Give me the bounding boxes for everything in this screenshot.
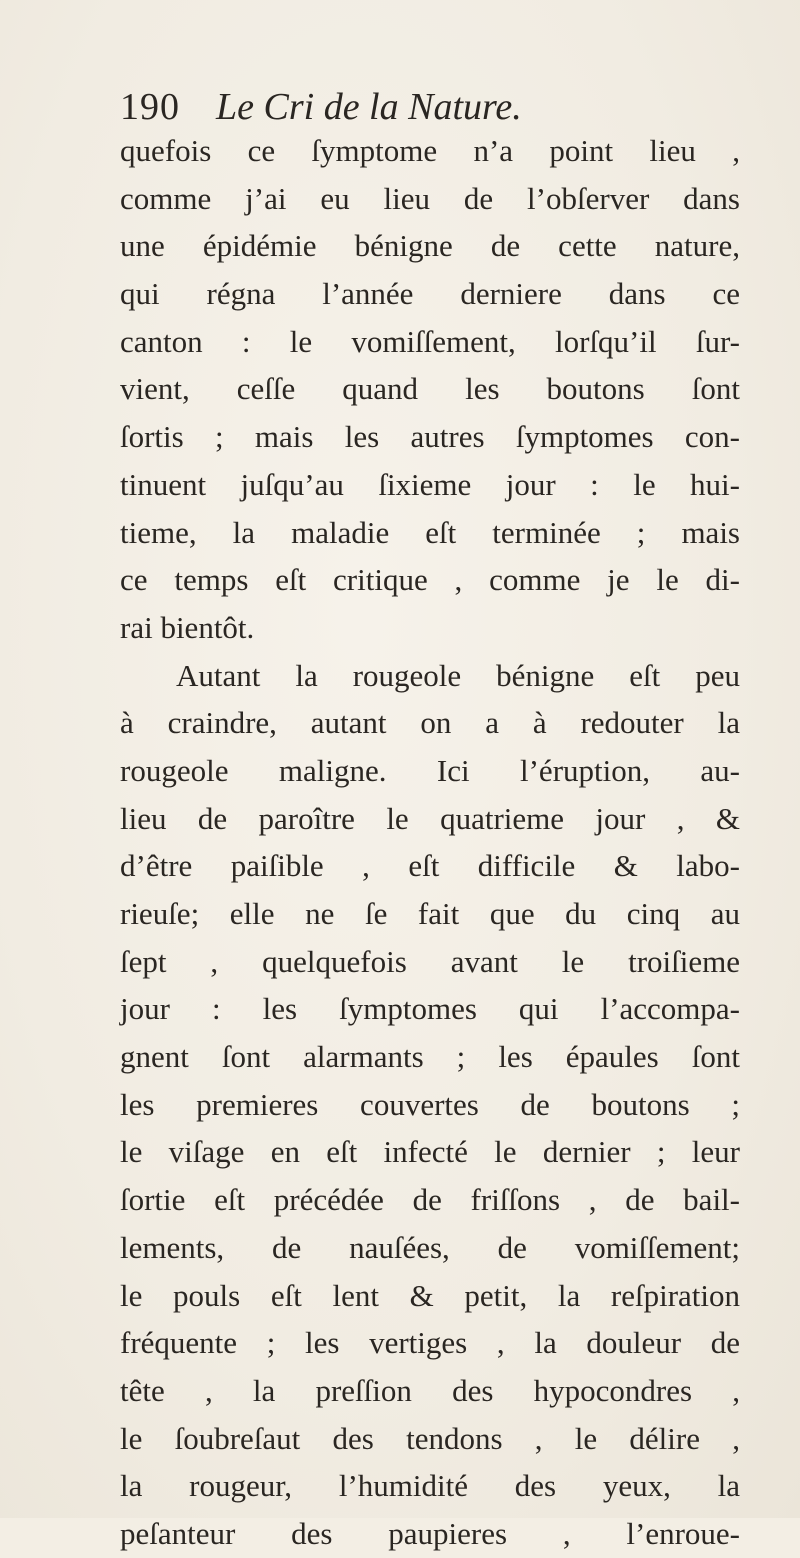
text-line: ſept , quelquefois avant le troiſieme xyxy=(120,943,740,979)
text-line: ſortis ; mais les autres ſymptomes con- xyxy=(120,419,740,455)
text-line: qui régna l’année derniere dans ce xyxy=(120,276,740,312)
text-line: gnent ſont alarmants ; les épaules ſont xyxy=(120,1039,740,1075)
text-line: le viſage en eſt infecté le dernier ; leur xyxy=(120,1134,740,1170)
text-line: une épidémie bénigne de cette nature, xyxy=(120,228,740,264)
text-line: ſortie eſt précédée de friſſons , de bail- xyxy=(120,1182,740,1218)
text-line: rieuſe; elle ne ſe fait que du cinq au xyxy=(120,896,740,931)
text-line: d’être paiſible , eſt difficile & labo- xyxy=(120,848,740,884)
text-line: quefois ce ſymptome n’a point lieu , xyxy=(120,133,740,168)
text-line: à craindre, autant on a à redouter la xyxy=(120,705,740,741)
text-line: jour : les ſymptomes qui l’accompa- xyxy=(120,991,740,1027)
page-header xyxy=(120,82,740,132)
text-line: canton : le vomiſſement, lorſqu’il ſur- xyxy=(120,323,740,359)
text-line: le pouls eſt lent & petit, la reſpiration xyxy=(120,1277,740,1313)
text-line: la rougeur, l’humidité des yeux, la xyxy=(120,1468,740,1504)
text-line: tieme, la maladie eſt terminée ; mais xyxy=(120,514,740,550)
page-number: 190 xyxy=(120,86,180,128)
text-line: peſanteur des paupieres , l’enroue- xyxy=(120,1515,740,1551)
text-line: lements, de nauſées, de vomiſſement; xyxy=(120,1229,740,1265)
body-text xyxy=(120,127,740,1558)
text-line: lieu de paroître le quatrieme jour , & xyxy=(120,800,740,836)
text-line: tête , la preſſion des hypocondres , xyxy=(120,1372,740,1408)
text-line: rai bientôt. xyxy=(120,609,255,645)
text-line: le ſoubreſaut des tendons , le délire , xyxy=(120,1420,740,1456)
text-line: fréquente ; les vertiges , la douleur de xyxy=(120,1325,740,1361)
text-line: comme j’ai eu lieu de l’obſerver dans xyxy=(120,180,740,216)
text-line: les premieres couvertes de boutons ; xyxy=(120,1086,740,1122)
running-title: Le Cri de la Nature. xyxy=(216,86,522,128)
text-line: vient, ceſſe quand les boutons ſont xyxy=(120,371,740,407)
text-line: tinuent juſqu’au ſixieme jour : le hui- xyxy=(120,466,740,502)
text-line: ce temps eſt critique , comme je le di- xyxy=(120,562,740,598)
text-line: rougeole maligne. Ici l’éruption, au- xyxy=(120,752,740,788)
text-line: Autant la rougeole bénigne eſt peu xyxy=(176,657,740,693)
